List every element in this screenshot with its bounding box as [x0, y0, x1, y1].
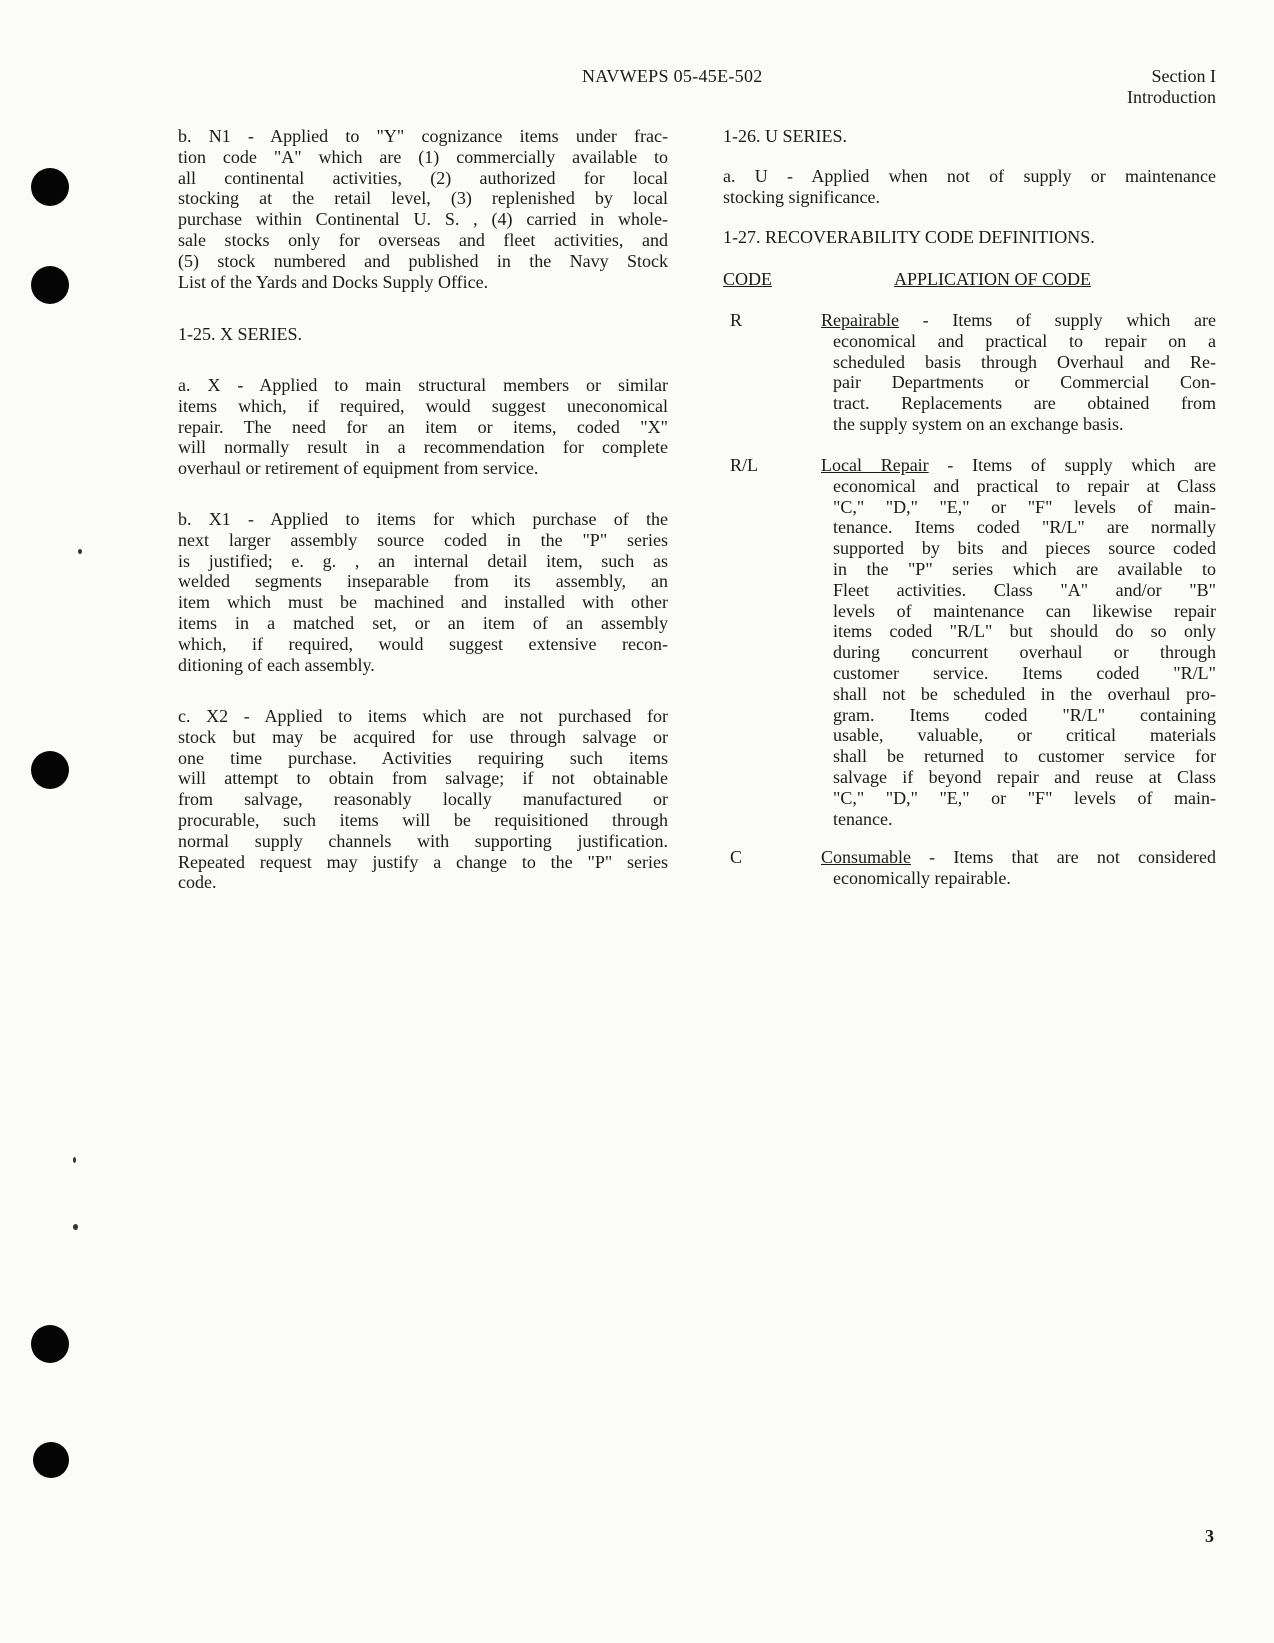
text-line: stock but may be acquired for use through salvage or: [178, 726, 668, 747]
text-line: next larger assembly source coded in the "P" series: [178, 529, 668, 550]
code-value: C: [730, 847, 743, 867]
text-line: repair. The need for an item or items, coded "X": [178, 416, 668, 437]
text-line: economically repairable.: [833, 867, 1011, 888]
heading-u-series: 1-26. U SERIES.: [723, 126, 848, 146]
text-line: tract. Replacements are obtained from: [833, 393, 1216, 414]
text-line: levels of maintenance can likewise repair: [833, 600, 1216, 621]
text-line: ditioning of each assembly.: [178, 654, 375, 675]
text-line: salvage if beyond repair and reuse at Class: [833, 766, 1216, 787]
text-line: which, if required, would suggest extensive recon-: [178, 633, 668, 654]
text-line: the supply system on an exchange basis.: [833, 413, 1124, 434]
text-line: sale stocks only for overseas and fleet activities, and: [178, 229, 668, 250]
text-line: in the "P" series which are available to: [833, 558, 1216, 579]
text-line: overhaul or retirement of equipment from service.: [178, 458, 539, 479]
text-line: economical and practical to repair at Class: [833, 475, 1216, 496]
code-value: R: [730, 310, 743, 330]
code-definition: [821, 847, 1216, 889]
binder-hole: [31, 1325, 69, 1363]
section-label: Section I: [1151, 66, 1216, 86]
scan-speck: [73, 1224, 78, 1230]
code-term: Local Repair: [821, 455, 929, 475]
paragraph-x1: [178, 509, 668, 675]
code-term-description: - Items of supply which are: [898, 310, 1216, 330]
text-line: stocking at the retail level, (3) replenished by local: [178, 188, 668, 209]
code-definition: [821, 455, 1216, 829]
text-line: c. X2 - Applied to items which are not purchased for: [178, 706, 668, 726]
code-value: R/L: [730, 455, 759, 475]
text-line: "C," "D," "E," or "F" levels of main-: [833, 787, 1216, 808]
text-line: will attempt to obtain from salvage; if not obtainable: [178, 768, 668, 789]
text-line: a. X - Applied to main structural members or similar: [178, 375, 668, 395]
code-term-description: - Items of supply which are: [928, 455, 1216, 475]
text-line: tion code "A" which are (1) commercially available to: [178, 146, 668, 167]
code-term: Repairable: [821, 310, 899, 330]
text-line: [821, 310, 1216, 331]
text-line: from salvage, reasonably locally manufactured or: [178, 789, 668, 810]
paragraph-u: [723, 166, 1216, 208]
text-line: pair Departments or Commercial Con-: [833, 372, 1216, 393]
binder-hole: [31, 266, 69, 304]
text-line: usable, valuable, or critical materials: [833, 725, 1216, 746]
text-line: stocking significance.: [723, 186, 880, 207]
text-line: purchase within Continental U. S. , (4) carried in whole-: [178, 209, 668, 230]
column-header-application: APPLICATION OF CODE: [894, 269, 1092, 289]
binder-hole: [31, 168, 69, 206]
text-line: welded segments inseparable from its assembly, an: [178, 571, 668, 592]
paragraph-n1: [178, 126, 668, 292]
text-line: b. X1 - Applied to items for which purchase of the: [178, 509, 668, 529]
text-line: scheduled basis through Overhaul and Re-: [833, 351, 1216, 372]
text-line: items coded "R/L" but should do so only: [833, 621, 1216, 642]
text-line: a. U - Applied when not of supply or maintenance: [723, 166, 1216, 186]
text-line: List of the Yards and Docks Supply Office.: [178, 271, 489, 292]
text-line: b. N1 - Applied to "Y" cognizance items under frac-: [178, 126, 668, 146]
text-line: supported by bits and pieces source coded: [833, 538, 1216, 559]
text-line: tenance.: [833, 808, 893, 829]
text-line: customer service. Items coded "R/L": [833, 662, 1216, 683]
paragraph-x: [178, 375, 668, 479]
paragraph-x2: [178, 706, 668, 893]
text-line: (5) stock numbered and published in the Navy Stock: [178, 250, 668, 271]
page-number: 3: [1205, 1526, 1214, 1546]
text-line: item which must be machined and installed with other: [178, 592, 668, 613]
text-line: items which, if required, would suggest uneconomical: [178, 395, 668, 416]
column-header-code: CODE: [723, 269, 772, 289]
document-number: NAVWEPS 05-45E-502: [582, 66, 763, 86]
text-line: Fleet activities. Class "A" and/or "B": [833, 579, 1216, 600]
text-line: procurable, such items will be requisitioned through: [178, 809, 668, 830]
text-line: Repeated request may justify a change to the "P" series: [178, 851, 668, 872]
text-line: shall not be scheduled in the overhaul pro-: [833, 683, 1216, 704]
text-line: code.: [178, 872, 217, 893]
heading-recoverability: 1-27. RECOVERABILITY CODE DEFINITIONS.: [723, 227, 1095, 247]
text-line: [821, 847, 1216, 868]
text-line: "C," "D," "E," or "F" levels of main-: [833, 496, 1216, 517]
heading-x-series: 1-25. X SERIES.: [178, 324, 303, 344]
text-line: shall be returned to customer service for: [833, 746, 1216, 767]
text-line: during concurrent overhaul or through: [833, 642, 1216, 663]
text-line: [821, 455, 1216, 476]
code-term: Consumable: [821, 847, 911, 867]
text-line: gram. Items coded "R/L" containing: [833, 704, 1216, 725]
text-line: one time purchase. Activities requiring such items: [178, 747, 668, 768]
binder-hole: [31, 751, 69, 789]
text-line: tenance. Items coded "R/L" are normally: [833, 517, 1216, 538]
text-line: will normally result in a recommendation for complete: [178, 437, 668, 458]
code-definition: [821, 310, 1216, 435]
section-title: Introduction: [1127, 87, 1216, 107]
binder-hole: [33, 1442, 69, 1478]
scan-speck: [78, 549, 82, 554]
text-line: all continental activities, (2) authorized for local: [178, 167, 668, 188]
text-line: is justified; e. g. , an internal detail item, such as: [178, 550, 668, 571]
scan-speck: [73, 1157, 76, 1163]
text-line: items in a matched set, or an item of an assembly: [178, 612, 668, 633]
text-line: economical and practical to repair on a: [833, 330, 1216, 351]
text-line: normal supply channels with supporting justification.: [178, 830, 668, 851]
code-term-description: - Items that are not considered: [911, 847, 1216, 867]
